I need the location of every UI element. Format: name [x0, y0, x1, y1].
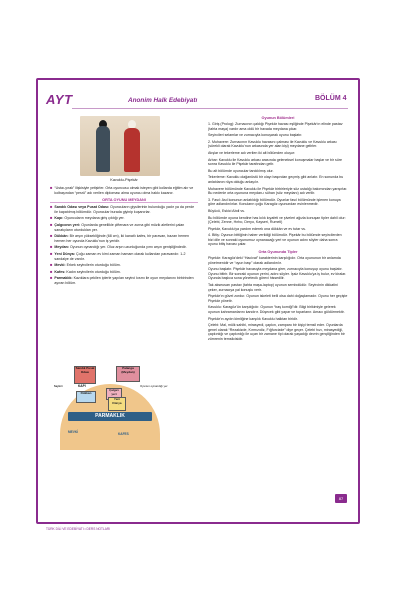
- list-item: [50, 223, 198, 232]
- paragraph: Tak akseusarı pastav (tahta maşa-laptop) oyunun sembolüdür. Seyircinin dikkatini çeker, zurnacıya yal konuşlu verir.: [208, 283, 338, 292]
- item-desc: Erkek seyircilerin oturduğu bölüm.: [66, 263, 121, 268]
- list-item: [50, 245, 198, 250]
- header-divider: [72, 108, 348, 109]
- list-item: [50, 252, 198, 261]
- item-term: Çalgıcının yeri:: [54, 222, 81, 227]
- diagram-calgici: Çalgıcı yeri: [106, 388, 122, 400]
- illustration-caption: Kavuklu-Pişekâr: [110, 178, 138, 182]
- bullet-icon: ■: [50, 244, 53, 250]
- paragraph-tekerleme: Tekerleme: Kavuklu olağanüstü bir olayı başından geçmiş gibi anlatır. En sonunda bu anlatılanın rüya olduğu anlaşılır.: [208, 175, 344, 184]
- item-desc: Oyunun oynandığı yer. Oluz arşın uzunluğunda yımı arşın genişliğindedir.: [70, 245, 187, 250]
- diagram-mevki: MEVKİ: [68, 430, 79, 434]
- item-term: Mevki:: [54, 263, 66, 268]
- item-term: Kafes:: [54, 269, 66, 274]
- paragraph: Kavuklu: Karagöz'ün karşılığıdır. Oyunun “baş komiği”dir. Bilgi birikimiyle gelerek oyunun kahramanlarını kandırır. Düşecek gibi yapar ve toparlanır. Amacı güldürmektir.: [208, 305, 345, 314]
- diagram-kafes: KAFES: [118, 432, 129, 436]
- bullet-icon: ■: [50, 215, 53, 221]
- bullet-icon: ■: [50, 250, 53, 256]
- page-number: 87: [335, 494, 347, 503]
- paragraph: Seyircileri selamlar ve zurnacıyla konuşarak oyunu başlatır.: [208, 133, 303, 138]
- item-desc: Kadın seyircilerin oturduğu bölüm.: [66, 269, 121, 274]
- paragraph: Çelebi: Mal, mülk sahibi, mirasyedi, çapkın, zamparo bir kişiyi temsil eder. Oyunlarda genel olarak “Rezakizde, Kırmızıdiz, Fığfurcizde” diye geçer. Çelebi hızı, mirasyediği, çapkınlığı ve çapkınlığı ile uçarı bir zamane tipi olarak yaşadığı devrin gençliğinden bir zümrenin temsilcisidir.: [208, 323, 345, 341]
- list-item: [50, 270, 198, 275]
- header-title: Anonim Halk Edebiyatı: [128, 97, 198, 104]
- item-desc: Çoğu zaman ev kimi zaman hamam olarak kullanılan paravandır. 1-2 sandalye de vardır.: [54, 251, 186, 261]
- item-desc: Oyuncuların meydana giriş çıktığı yer.: [64, 216, 125, 221]
- theater-illustration: [80, 116, 160, 176]
- diagram-kapi: KAPI: [78, 384, 86, 388]
- list-item: [50, 216, 198, 221]
- bullet-item: [50, 186, 198, 195]
- diagram-oyun-alani: Oyunun oynandığı yer: [140, 384, 168, 388]
- paragraph: Bu alt bölümde oyuncular tanıklılmış olur.: [208, 168, 274, 173]
- item-desc: Oyunlarda genellikle çiftenara ve zurna gibi müzik aletlerini çalan sanatçıların oturdukları yer.: [54, 222, 185, 232]
- left-column: [50, 116, 198, 288]
- figure-kavuklu: [96, 126, 110, 172]
- footer-text: TÜRK DİLİ VE EDEBİYATI • DERS NOTLARI: [46, 527, 111, 531]
- bullet-icon: ■: [50, 185, 53, 190]
- diagram-sandik: Sandık Pusat Odası: [74, 366, 96, 384]
- diagram-seyirci: Seyirci: [54, 385, 63, 388]
- item-term: Meydan:: [54, 245, 69, 250]
- list-item: [50, 263, 198, 268]
- bullet-icon: ■: [50, 275, 53, 281]
- item-desc: Bir arşın yüksekliğinde (68 cm), iki kanatlı kafes, bir paravan, bazan hemen hemen her oyunda Kavuklu'nun iş yeridir.: [54, 234, 190, 243]
- paragraph: Pişekâr: Karagöz'deki “Hacivat” karakterinin karşılığıdır. Orta oyununun bir anlamda yönetmenidir ve “oyun başı” olarak adlandırılır.: [208, 256, 341, 265]
- list-item: [50, 205, 198, 214]
- diagram-palanga: Palanga (Meydan): [116, 366, 140, 382]
- bullet-icon: ■: [50, 221, 53, 227]
- list-item: [50, 276, 198, 285]
- paragraph: Oyunu başlatır. Pişekâr havasıyla meydana girer, zurnacıyla konuşup oyunu başlatır. Oyunu bitirir. Bir sonraki oyunun yerini, adını söyler. İşsiz Kavuklu'ya iş bulur, ev kiralar. Oyunda başlıca sona yönetecik görevi hissedilir.: [208, 267, 347, 281]
- diagram-yeni-dunya: Yeni Dünya: [108, 397, 126, 411]
- item-term: Yeni Dünya:: [54, 251, 75, 256]
- paragraph-arbar: Arbar: Kavuklu ile Kavuklu arkası arasında geleneksel konuşmalar başlar ve bir süre sonra Kavuklu ile Pişekâr tarafından gelir.: [208, 157, 343, 167]
- right-column: [208, 113, 348, 344]
- item-term: Kapı:: [54, 216, 64, 221]
- header-bolum: BÖLÜM 4: [315, 95, 347, 102]
- bullet-icon: ■: [50, 204, 53, 210]
- paragraph: 1. Giriş (Prolog): Zurnacının çaldığı Pişekâr havası eşliğinde Pişekâr'ın elinde pastav (tahta maşa) vardır ama oldü bir havada meydana çıkar.: [208, 122, 343, 131]
- paragraph: Muhavere bölümünde Kavuklu ile Pişekâr birbirleriyle söz ustalığı bakımından yarışırlar. Bu nedenle orta oyununa meydan-ı sühan (söz meydanı) adı verilir.: [208, 186, 348, 196]
- section-title-bolumler: Oyunun Bölümleri: [261, 116, 295, 120]
- item-term: Dükkân:: [54, 234, 69, 239]
- item-term: Parmaklık:: [54, 276, 73, 281]
- diagram-dukkan: Dükkan: [76, 391, 96, 403]
- paragraph: Bu bölümde oyuna kendine has kılık kıyafeti ve şiveleri ağızla konuşan tipler dahil olur: (Çelebi, Zenne, Hırbo, Deryo, Kayseri, Rumeli): [208, 215, 346, 225]
- section-title-meydan: ORTA OYUNU MEYDANI: [50, 198, 198, 203]
- stage-diagram: [52, 364, 172, 448]
- item-desc: Oyuncuların giysilerinin bulunduğu yadır ya da perde ile kapatılmış bölümdür. Oyuncular burada giyinip kuşanırlar.: [54, 205, 195, 214]
- paragraph: Atışlar ve tekerleme adı verilen iki alt bölümden oluşur:: [208, 150, 296, 155]
- bullet-icon: ■: [50, 233, 53, 239]
- section-title-tipler: Orta Oyununda Tipler: [258, 250, 298, 255]
- paragraph: 3. Fasıl: Asıl konunun anlatıldığı bölümdür. Oyunlar fasıl bölümünde işlenen konuya göre adlandırılırlar. Konuların çoğu Karagöz oyunundan esinlenmedir.: [208, 197, 341, 207]
- item-term: Sandık Odası veya Pusat Odası:: [54, 205, 110, 210]
- bullet-text: “Ustaı-yırak” ilişkisiyle yetişirler. Orta oyuncusu olmak isteyen gibi kollarda eğitim alır ve kolbaşından “pesrü” adı verilen diploması alma oyuncu olma hakkı kazanır.: [54, 186, 194, 195]
- header-ayt: AYT: [46, 92, 73, 107]
- bullet-icon: ■: [50, 268, 53, 274]
- bullet-icon: ■: [50, 262, 53, 268]
- paragraph: Pişekâr'ın güvel zordur. Oyunun iskeleti belli olsa dahi doğaçlamadır. Oyunu her geçişte Pişekâr yönetir.: [208, 294, 348, 303]
- paragraph: 4. Bitiş: Oyunun bittiğinin haber verildiği bölümdür. Pişekâr bu bölümde seyircilerden bizi dile ve sonraki oyunumuz oynanacağı yeri ve oyunun adını söyler daha sonra oyunu bitiş havası çalar.: [208, 233, 342, 247]
- paragraph: Büyücü, Eskici Abdi vs.: [208, 208, 245, 213]
- item-desc: Kazıklara çekilen iplerle yapılan seyirci kısmı ile oyun meydanını birbirinden ayıran bölüm.: [54, 276, 194, 285]
- paragraph: 2. Muhavere: Zurnacının Kavuklu havasını çalması ile Kavuklu ve Kavuklu arkası (sürekli olarak Kavuklu'nun arkasında yer alan kişi) meydane gelirler.: [208, 139, 337, 149]
- paragraph: Pişekâr'ın aydın kimliğine karşılık Kavuklu halktan biridir.: [208, 316, 298, 321]
- diagram-parmaklik: PARMAKLIK: [68, 412, 152, 421]
- list-item: [50, 234, 198, 243]
- figure-pisekar: [124, 128, 140, 172]
- paragraph: Pişekâr, Kavuklu'ya yardım ederek ona dükkân ve ev tutar vs.: [208, 226, 306, 231]
